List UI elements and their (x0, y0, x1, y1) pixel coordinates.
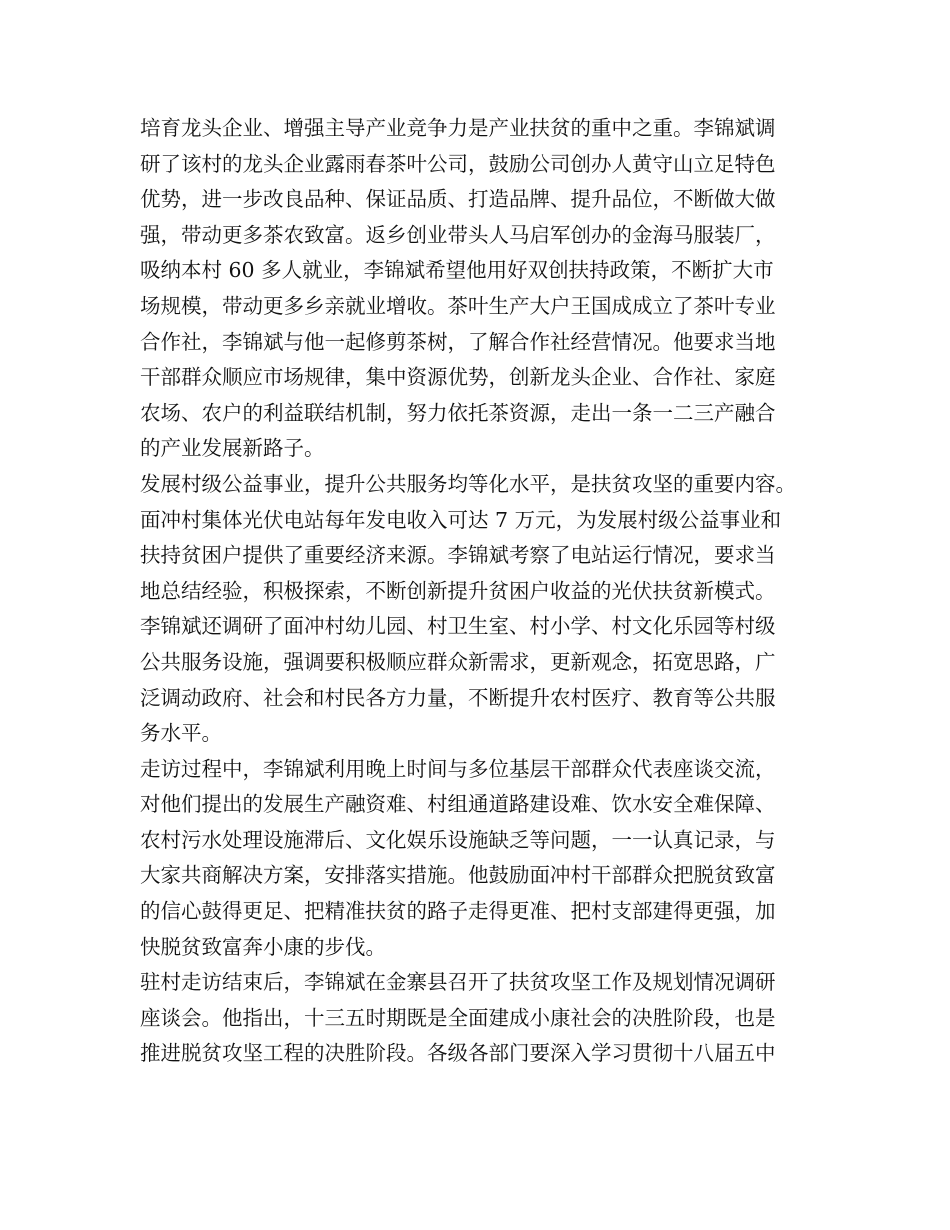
text-line: 对他们提出的发展生产融资难、村组通道路建设难、饮水安全难保障、 (140, 792, 776, 817)
text-line: 研了该村的龙头企业露雨春茶叶公司，鼓励公司创办人黄守山立足特色 (140, 151, 776, 176)
text-line: 培育龙头企业、增强主导产业竞争力是产业扶贫的重中之重。李锦斌调 (140, 116, 776, 140)
text-line: 吸纳本村 60 多人就业，李锦斌希望他用好双创扶持政策，不断扩大市 (140, 258, 774, 283)
text-line: 合作社，李锦斌与他一起修剪茶树，了解合作社经营情况。他要求当地 (140, 329, 776, 354)
text-line: 泛调动政府、社会和村民各方力量，不断提升农村医疗、教育等公共服 (140, 685, 776, 710)
text-line: 优势，进一步改良品种、保证品质、打造品牌、提升品位，不断做大做 (140, 187, 776, 212)
text-line: 走访过程中，李锦斌利用晚上时间与多位基层干部群众代表座谈交流， (140, 756, 776, 781)
text-line: 大家共商解决方案，安排落实措施。他鼓励面冲村干部群众把脱贫致富 (140, 863, 776, 888)
text-line: 农村污水处理设施滞后、文化娱乐设施缺乏等问题，一一认真记录，与 (140, 827, 776, 852)
text-line: 推进脱贫攻坚工程的决胜阶段。各级各部门要深入学习贯彻十八届五中 (140, 1041, 776, 1066)
text-line: 发展村级公益事业，提升公共服务均等化水平，是扶贫攻坚的重要内容。 (140, 471, 796, 496)
text-line: 农场、农户的利益联结机制，努力依托茶资源，走出一条一二三产融合 (140, 400, 776, 425)
text-line: 的信心鼓得更足、把精准扶贫的路子走得更准、把村支部建得更强，加 (140, 899, 776, 924)
text-line: 地总结经验，积极探索，不断创新提升贫困户收益的光伏扶贫新模式。 (140, 578, 776, 603)
text-line: 李锦斌还调研了面冲村幼儿园、村卫生室、村小学、村文化乐园等村级 (140, 614, 776, 639)
paragraph (140, 111, 830, 467)
text-line: 干部群众顺应市场规律，集中资源优势，创新龙头企业、合作社、家庭 (140, 365, 776, 390)
text-line: 快脱贫致富奔小康的步伐。 (140, 934, 386, 959)
text-line: 务水平。 (140, 721, 222, 746)
paragraph (140, 965, 830, 1072)
text-line: 强，带动更多茶农致富。返乡创业带头人马启军创办的金海马服装厂， (140, 222, 776, 247)
text-line: 面冲村集体光伏电站每年发电收入可达 7 万元，为发展村级公益事业和 (140, 507, 782, 532)
text-line: 扶持贫困户提供了重要经济来源。李锦斌考察了电站运行情况，要求当 (140, 543, 776, 568)
text-line: 场规模，带动更多乡亲就业增收。茶叶生产大户王国成成立了茶叶专业 (140, 293, 776, 318)
paragraph (140, 752, 830, 966)
paragraph (140, 467, 830, 752)
text-line: 驻村走访结束后，李锦斌在金寨县召开了扶贫攻坚工作及规划情况调研 (140, 970, 776, 995)
text-line: 公共服务设施，强调要积极顺应群众新需求，更新观念，拓宽思路，广 (140, 649, 776, 674)
text-line: 座谈会。他指出，十三五时期既是全面建成小康社会的决胜阶段，也是 (140, 1005, 776, 1030)
text-line: 的产业发展新路子。 (140, 436, 325, 461)
document-body (140, 111, 830, 1072)
